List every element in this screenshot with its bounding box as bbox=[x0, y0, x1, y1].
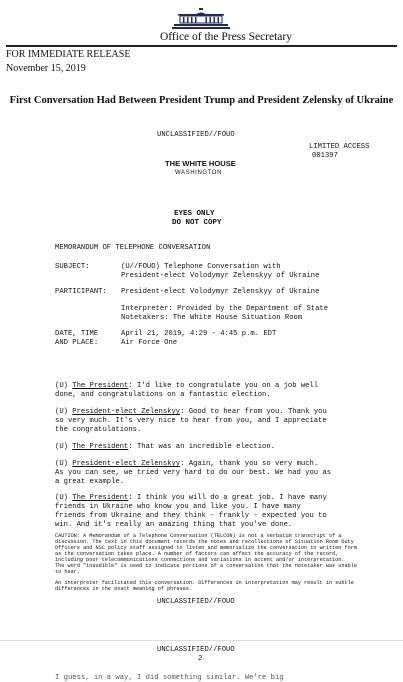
do-not-copy: DO NOT COPY bbox=[172, 219, 222, 227]
letterhead-title: THE WHITE HOUSE bbox=[165, 159, 236, 168]
release-label: FOR IMMEDIATE RELEASE bbox=[6, 49, 131, 60]
exchange-4-line-2: As you can see, we tried very hard to do our best. We had you as bbox=[55, 469, 332, 477]
header-divider bbox=[6, 45, 397, 47]
interpreter-line: Interpreter: Provided by the Department of State bbox=[121, 305, 329, 313]
office-title: Office of the Press Secretary bbox=[160, 31, 292, 43]
exchange-1-line-1: (U) The President: I'd like to congratulate you on a job well bbox=[55, 382, 319, 390]
caution-line-3: Officers and NSC policy staff assigned to listen and memorialize the conversation in written form bbox=[55, 545, 357, 551]
page-headline: First Conversation Had Between President Trump and President Zelensky of Ukraine bbox=[9, 95, 394, 106]
subject-line-1: (U//FOUO) Telephone Conversation with bbox=[121, 263, 281, 271]
caution-line-6: The word "inaudible" is used to indicate portions of a conversation that the notetaker was unable bbox=[55, 563, 357, 569]
datetime-label-1: DATE, TIME bbox=[55, 330, 99, 338]
document-number: 001397 bbox=[312, 152, 338, 160]
exchange-4-line-3: a great example. bbox=[55, 478, 125, 486]
datetime-value-1: April 21, 2019, 4:29 - 4:45 p.m. EDT bbox=[121, 330, 277, 338]
caution-line-2: discussion. The text in this document records the notes and recollections of Situation Room Duty bbox=[55, 539, 354, 545]
datetime-label-2: AND PLACE: bbox=[55, 339, 99, 347]
exchange-2-line-3: the congratulations. bbox=[55, 426, 142, 434]
release-date: November 15, 2019 bbox=[6, 63, 86, 74]
exchange-5-line-3: friends from Ukraine and they think - frankly - expected you to bbox=[55, 512, 327, 520]
subject-line-2: President-elect Volodymyr Zelenskyy of Ukraine bbox=[121, 272, 320, 280]
exchange-3-line-1: (U) The President: That was an incredible election. bbox=[55, 443, 275, 451]
page-number: 2 bbox=[198, 655, 203, 663]
caution-line-5: including poor telecommunications connections and variations in accent and/or interpretation. bbox=[55, 557, 345, 563]
datetime-value-2: Air Force One bbox=[121, 339, 178, 347]
interpreter-note-2: differences in the exact meaning of phrases. bbox=[55, 586, 192, 592]
exchange-5-line-4: win. And it's really an amazing thing that you've done. bbox=[55, 521, 293, 529]
participant-value: President-elect Volodymyr Zelenskyy of Ukraine bbox=[121, 288, 320, 296]
page-divider bbox=[0, 640, 403, 641]
exchange-5-line-2: friends in Ukraine who know you and like you. I have many bbox=[55, 503, 301, 511]
exchange-1-line-2: done, and congratulations on a fantastic election. bbox=[55, 391, 271, 399]
classification-bottom: UNCLASSIFIED//FOUO bbox=[157, 598, 235, 606]
participant-label: PARTICIPANT: bbox=[55, 288, 107, 296]
caution-line-7: to hear. bbox=[55, 569, 80, 575]
memo-title: MEMORANDUM OF TELEPHONE CONVERSATION bbox=[55, 244, 211, 252]
white-house-logo bbox=[170, 8, 232, 30]
exchange-5-line-1: (U) The President: I think you will do a great job. I have many bbox=[55, 494, 327, 502]
exchange-4-line-1: (U) President-elect Zelenskyy: Again, thank you so very much. bbox=[55, 460, 319, 468]
exchange-2-line-1: (U) President-elect Zelenskyy: Good to hear from you. Thank you bbox=[55, 408, 327, 416]
eyes-only: EYES ONLY bbox=[174, 210, 215, 218]
limited-access: LIMITED ACCESS bbox=[309, 143, 370, 151]
notetakers-line: Notetakers: The White House Situation Room bbox=[121, 314, 303, 322]
caution-line-4: as the conversation takes place. A number of factors can affect the accuracy of the record, bbox=[55, 551, 339, 557]
partial-next-page-line: I guess, in a way, I did something similar. We're big bbox=[55, 674, 284, 682]
classification-top: UNCLASSIFIED//FOUO bbox=[157, 131, 235, 139]
exchange-2-line-2: so very much. It's very nice to hear from you, and I appreciate bbox=[55, 417, 327, 425]
caution-line-1: CAUTION: A Memorandum of a Telephone Conversation (TELCON) is not a verbatim transcript of a bbox=[55, 533, 342, 539]
classification-page-2: UNCLASSIFIED//FOUO bbox=[157, 646, 235, 654]
subject-label: SUBJECT: bbox=[55, 263, 90, 271]
interpreter-note-1: An interpreter facilitated this conversation. Differences in interpretation may result in subtle bbox=[55, 580, 354, 586]
letterhead-city: WASHINGTON bbox=[175, 170, 223, 176]
